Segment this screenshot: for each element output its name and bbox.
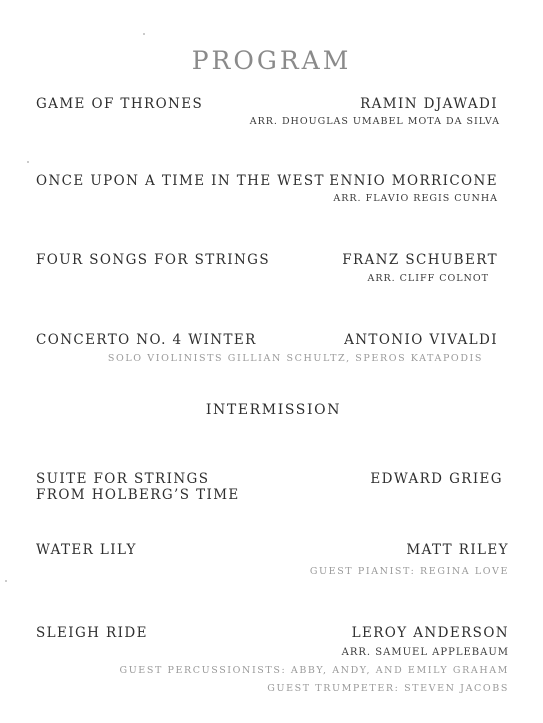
arranger-credit: ARR. SAMUEL APPLEBAUM [341,647,509,658]
piece-title: FOUR SONGS FOR STRINGS [36,252,271,268]
arranger-credit: ARR. FLAVIO REGIS CUNHA [333,193,498,204]
guest-credit: GUEST TRUMPETER: STEVEN JACOBS [267,683,509,694]
composer-name: ENNIO MORRICONE [329,173,498,189]
piece-title: CONCERTO NO. 4 WINTER [36,332,257,348]
scan-speck [27,161,29,163]
piece-title: SLEIGH RIDE [36,625,148,641]
piece-title-line2: FROM HOLBERG’S TIME [36,487,240,503]
composer-name: RAMIN DJAWADI [360,96,498,112]
piece-title: SUITE FOR STRINGS [36,471,210,487]
program-title: PROGRAM [191,46,352,75]
piece-title: WATER LILY [36,542,137,558]
soloists-credit: SOLO VIOLINISTS GILLIAN SCHULTZ, SPEROS KATAPODIS [107,353,483,364]
composer-name: LEROY ANDERSON [351,625,509,641]
composer-name: EDWARD GRIEG [370,471,503,487]
guest-credit: GUEST PIANIST: REGINA LOVE [309,566,509,577]
intermission-heading: INTERMISSION [205,402,342,418]
composer-name: MATT RILEY [406,542,509,558]
piece-title: ONCE UPON A TIME IN THE WEST [36,173,325,189]
scan-speck [5,580,7,582]
arranger-credit: ARR. DHOUGLAS UMABEL MOTA DA SILVA [249,116,500,127]
composer-name: FRANZ SCHUBERT [342,252,498,268]
guest-credit: GUEST PERCUSSIONISTS: ABBY, ANDY, AND EMILY GRAHAM [119,665,509,676]
composer-name: ANTONIO VIVALDI [344,332,498,348]
scan-speck [143,33,145,35]
arranger-credit: ARR. CLIFF COLNOT [367,273,489,284]
piece-title: GAME OF THRONES [36,96,204,112]
